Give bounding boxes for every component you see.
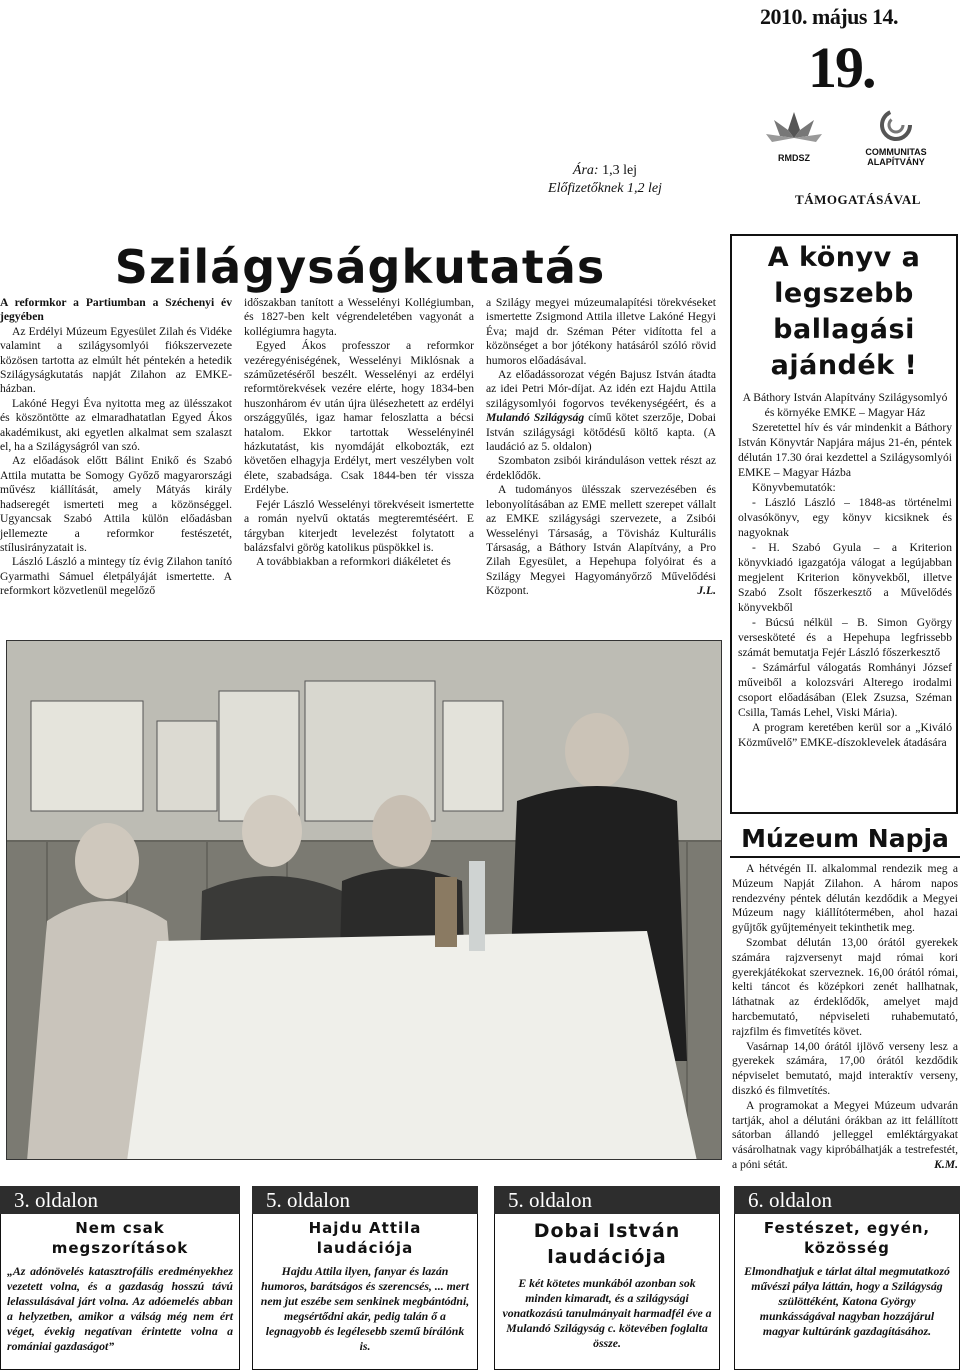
photo-illustration [7, 641, 722, 1160]
article-paragraph: Fejér László Wesselényi törekvéseit ismertette a román nyelvű oktatás megteremtéséért. E tárgyban kiterjedt levelezést folytatott a balázsfalvi görög katolikus püspökkel is. [244, 497, 474, 554]
text-run: A tudományos ülésszak szervezésében és lebonyolításában az EME mellett szerepet vállalt az EMKE szilágysági szervezete, a Zsibói Wesselényi Társaság, a Tövisház Kulturális Társaság, a Báthory István Alapítvány, a Pro Zilah Egyesület, a Hepehupa folyóirat és a Szilágy Megyei Hagyományőrző Művelődési Központ. [486, 483, 716, 598]
museum-paragraph: Szombat délután 13,00 órától gyerekek számára rajzversenyt majd római kori gyerekjátékokat szerveznek. 16,00 órától római, kelti táncot és középkori zenét hallhatnak, láthatnak az érdeklődők, amelyet majd harcbemutató, népviseleti ruhabemutató, rajzfilm és fimvetítés követ. [732, 935, 958, 1038]
communitas-label-1: COMMUNITAS [865, 147, 927, 157]
museum-paragraph [732, 1099, 958, 1173]
museum-day-title: Múzeum Napja [741, 824, 949, 853]
article-paragraph: Az Erdélyi Múzeum Egyesület Zilah és Vidéke valamint a szilágysomlyói fiókszervezete közösen tartotta az elmúlt hét péntekén a hetedik Szilágyságkutatás napját Zilahon az EMKE-házban. [0, 324, 232, 396]
event-photo [6, 640, 722, 1160]
teaser-content [734, 1214, 960, 1370]
article-paragraph: László László a mintegy tíz évig Zilahon tanító Gyarmathi Sámuel életpályáját ismertette. A reformkort közvetlenül megelőző [0, 555, 232, 598]
teaser-title: Nem csak megszorítások [51, 1219, 189, 1257]
teaser-box[interactable] [0, 1186, 240, 1370]
article-column-3 [486, 296, 716, 599]
spiral-icon [874, 108, 918, 142]
price-block [520, 162, 690, 198]
article-paragraph [486, 368, 716, 454]
article-lead-title: A reformkor a Partiumban a Széchenyi év jegyében [0, 296, 232, 324]
rmdsz-logo [764, 108, 824, 164]
article-column-2 [244, 296, 474, 570]
article-paragraph [486, 483, 716, 598]
divider [730, 856, 960, 858]
support-label: TÁMOGATÁSÁVAL [795, 192, 921, 207]
teaser-title: Festészet, egyén, közösség [763, 1219, 931, 1257]
article-paragraph: Lakóné Hegyi Éva nyitotta meg az ülésszakot és köszöntötte az elmaradhatatlan Egyed Ákos akadémikust, aki egyetlen alkalmat sem szalaszt el, ha a Szilágyságról van szó. [0, 396, 232, 454]
teaser-box[interactable] [252, 1186, 478, 1370]
article-paragraph: időszakban tanított a Wesselényi Kollégiumban, és 1827-ben kelt végrendeletében vagyonát a kollégiumra hagyta. [244, 296, 474, 338]
book-event-line: Könyvbemutatók: [752, 481, 836, 494]
book-event-line: - H. Szabó Gyula – a Kriterion könyvkiadó igazgatója válogat a legújabban megjelent Kriterion könyvekből, illetve Szabó Zsolt főszerkesztő a Művelődés könyvekből [738, 541, 952, 614]
book-event-body [732, 384, 956, 750]
teaser-text: E két kötetes munkából azonban sok minden kimaradt, és a szilágysági vonatkozású tanulmányait harmadfél éve a Mulandó Szilágyság c. kötevében foglalta össze. [502, 1276, 712, 1350]
museum-paragraph: A hétvégén II. alkalommal rendezik meg a Múzeum Napját Zilahon. A három napos rendezvény péntek délután kezdődik a Megyei Múzeum nagy kiállítótermében, ahol hazai gyűjtők gyűjteményeit tekinthetik meg. [732, 862, 958, 935]
article-column-1 [0, 296, 232, 599]
article-paragraph: Egyed Ákos professzor a reformkor vezéregyéniségének, Wesselényi Miklósnak a számŭzetéséről beszélt. Wesselényi az erdélyi reformtörekvések vezére elérte, hogy 1834-ben huszonhárom év után újra ülésezhetett az erdélyi országgyűlés, igaz hamar feloszlatta a bécsi hatalom. Ekkor tartottak Wesselényinél házkutatást, kis nyomdáját elkobozták, ezt követően elhagyja Erdélyt, mert veszélyben volt élete, szabadsága. Csak 1844-ben tér vissza Erdélybe. [244, 339, 474, 497]
book-event-line: A Báthory István Alapítvány Szilágysomlyó és környéke EMKE – Magyar Ház [742, 391, 948, 419]
teaser-content [252, 1214, 478, 1370]
museum-signature: K.M. [934, 1157, 958, 1171]
teaser-text: Hajdu Attila ilyen, fanyar és lazán humoros, barátságos és szerencsés, ... mert nem jut eszébe sem senkinek megbántódni, megsértődni akár, pedig talán ő a legnagyobb és legélesebb szemű bírálónk is. [260, 1264, 470, 1353]
text-run: című kötet szerzője, Dobai István szilágysági kötődésű költő kapta. (A laudáció az 5. oldalon) [486, 411, 716, 454]
price-label: Ára: [572, 163, 599, 178]
teaser-page: 5. oldalon [252, 1186, 478, 1214]
book-event-line: - Búcsú nélkül – B. Simon György versesköteté és a Hepehupa legfrissebb számát bemutatja Fejér László főszerkesztő [738, 616, 952, 659]
teaser-box[interactable] [494, 1186, 720, 1370]
tulip-icon [764, 108, 824, 148]
teaser-page: 6. oldalon [734, 1186, 960, 1214]
book-event-line: - László László – 1848-as történelmi olvasókönyv, egy könyv kicsiknek és nagyoknak [738, 496, 952, 539]
price-value: 1,3 lej [602, 163, 638, 178]
teaser-title: Dobai István laudációja [533, 1220, 681, 1268]
book-event-line: - Számárful válogatás Romhányi József műveiből a kolozsvári Alterego irodalmi csoport előadásában (Elek Zsuzsa, Széman Csilla, Tamás Lehel, Viski Mária). [738, 661, 952, 719]
book-event-box [730, 234, 958, 814]
teaser-text: Elmondhatjuk e tárlat által megmutatkozó művészi pálya láttán, hogy a Szilágyság szülöttéként, Katona György munkásságával nagyban hozzájárul magyar kultúránk gazdagításához. [744, 1264, 950, 1338]
article-paragraph: A továbbiakban a reformkori diákéletet és [256, 555, 451, 569]
communitas-logo [836, 108, 956, 167]
museum-paragraph: Vasárnap 14,00 órától ijlövő verseny lesz a gyerekek számára, 17,00 órától kezdődik népviselet bemutató, majd interaktív verseny, diszkó és filmvetítés. [732, 1039, 958, 1097]
book-event-title: A könyv a legszebb ballagási ajándék ! [767, 242, 921, 381]
teaser-content [494, 1214, 720, 1370]
teaser-page: 5. oldalon [494, 1186, 720, 1214]
book-event-line: A program keretében kerül sor a „Kiváló Közművelő” EMKE-díszoklevelek átadására [738, 721, 952, 749]
article-paragraph: Az előadások előtt Bálint Enikő és Szabó Attila mutatta be Somogy Győző magyarországi művész kiállítását, amely Mátyás király hadseregét ismerteti meg a közönséggel. Ugyancsak Szabó Attila külön előadásban jellemezte a reformkor festészetét, stílusirányzatait is. [0, 454, 232, 554]
book-event-line: Szeretettel hív és vár mindenkit a Báthory István Könyvtár Napjára május 21-én, péntek délután 17.30 órai kezdettel a Szilágysomlyói EMKE – Magyar Házba [738, 421, 952, 479]
communitas-label-2: ALAPÍTVÁNY [867, 157, 925, 167]
teaser-title: Hajdu Attila laudációja [308, 1219, 422, 1257]
subscriber-price: Előfizetőknek 1,2 lej [548, 181, 662, 196]
text-run: A programokat a Megyei Múzeum udvarán tartják, ahol a délutáni órákban az itt felállított sátorban állandó jelleggel emléktárgyakat vásárolhatnak vagy kipróbálhatják a testrefestét, a póni sétát. [732, 1098, 958, 1171]
issue-number: 19. [808, 35, 875, 100]
issue-date: 2010. május 14. [760, 4, 898, 29]
book-title: Mulandó Szilágyság [486, 411, 585, 425]
article-paragraph: Szombaton zsibói kiránduláson vettek részt az érdeklődők. [486, 454, 716, 482]
text-run: Az előadássorozat végén Bajusz István átadta az idei Petri Mór-díjat. Az idén ezt Hajdu Attila szilágysomlyói fogorvos tevékenységéért, és a [486, 368, 716, 410]
rmdsz-label: RMDSZ [778, 153, 810, 163]
article-signature: J.L. [697, 584, 716, 598]
teaser-content [0, 1214, 240, 1370]
page-headline: Szilágyságkutatás [114, 240, 606, 294]
teaser-text: „Az adónövelés katasztrofális eredményekhez vezetett volna, és a gazdaság hosszú távú lelassulásával járt volna. Az adóemelés abban a helyzetben, amikor a válság még nem ért véget, évekig negatívan érintette volna a romániai gazdaságot” [7, 1264, 233, 1353]
article-paragraph: a Szilágy megyei múzeumalapítési törekvéseket ismertette Zsigmond Attila illetve Lakóné Hegyi Éva; majd dr. Széman Péter vidította fel a közönséget a bor jótékony hatásáról szóló rövid humoros előadásával. [486, 296, 716, 367]
teaser-page: 3. oldalon [0, 1186, 240, 1214]
teaser-box[interactable] [734, 1186, 960, 1370]
museum-day-body [732, 862, 958, 1173]
